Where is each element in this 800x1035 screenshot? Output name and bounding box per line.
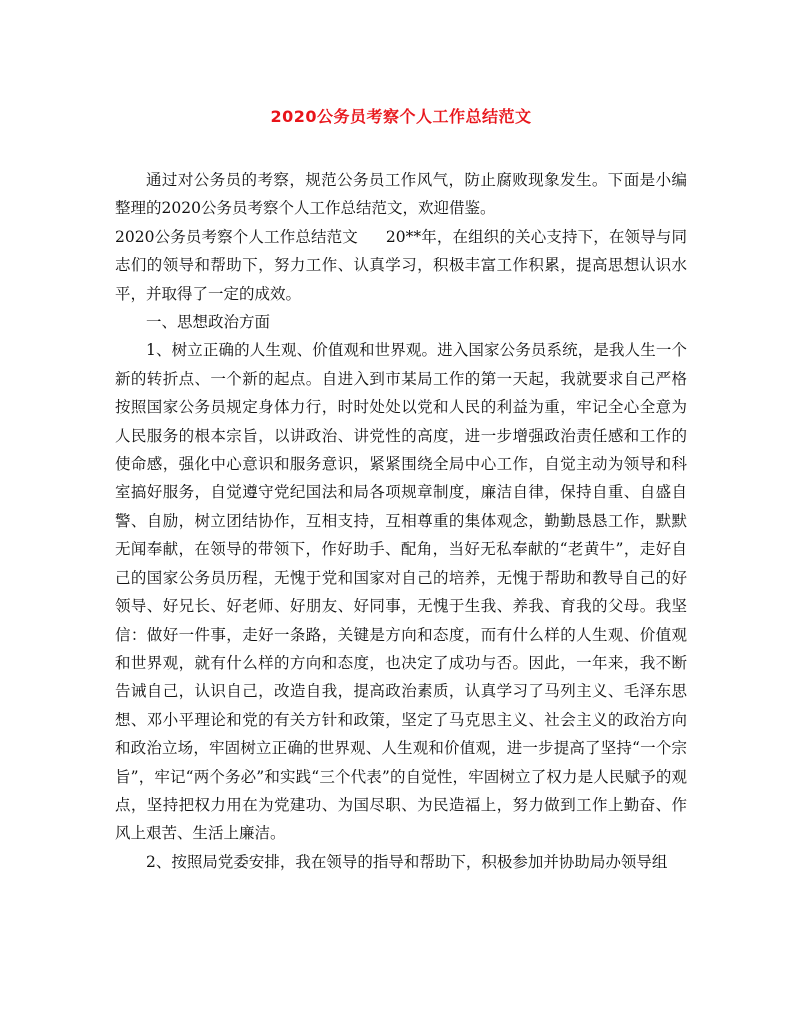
opening-paragraph [115,223,687,308]
section-heading: 一、思想政治方面 [146,313,271,332]
document-title: 2020公务员考察个人工作总结范文 [270,107,532,126]
item-2-paragraph: 2、按照局党委安排，我在领导的指导和帮助下，积极参加并协助局办领导组 [146,852,668,871]
intro-paragraph: 通过对公务员的考察，规范公务员工作风气，防止腐败现象发生。下面是小编整理的2020公务员考察个人工作总结范文，欢迎借鉴。 [115,171,687,218]
item-1-paragraph: 1、树立正确的人生观、价值观和世界观。进入国家公务员系统，是我人生一个新的转折点、一个新的起点。自进入到市某局工作的第一天起，我就要求自己严格按照国家公务员规定身体力行，时时处处以党和人民的利益为重，牢记全心全意为人民服务的根本宗旨，以讲政治、讲党性的高度，进一步增强政治责任感和工作的使命感，强化中心意识和服务意识，紧紧围绕全局中心工作，自觉主动为领导和科室搞好服务，自觉遵守党纪国法和局各项规章制度，廉洁自律，保持自重、自盛自警、自励，树立团结协作，互相支持，互相尊重的集体观念，勤勤恳恳工作，默默无闻奉献，在领导的带领下，作好助手、配角，当好无私奉献的“老黄牛”，走好自己的国家公务员历程，无愧于党和国家对自己的培养，无愧于帮助和教导自己的好领导、好兄长、好老师、好朋友、好同事，无愧于生我、养我、育我的父母。我坚信：做好一件事，走好一条路，关键是方向和态度，而有什么样的人生观、价值观和世界观，就有什么样的方向和态度，也决定了成功与否。因此，一年来，我不断告诫自己，认识自己，改造自我，提高政治素质，认真学习了马列主义、毛泽东思想、邓小平理论和党的有关方针和政策，坚定了马克思主义、社会主义的政治方向和政治立场，牢固树立正确的世界观、人生观和价值观，进一步提高了坚持“一个宗旨”，牢记“两个务必”和实践“三个代表”的自觉性，牢固树立了权力是人民赋予的观点，坚持把权力用在为党建功、为国尽职、为民造福上，努力做到工作上勤奋、作风上艰苦、生活上廉洁。 [115,341,687,843]
opening-year: 20**年， [385,227,453,246]
subtitle-text: 2020公务员考察个人工作总结范文 [115,227,358,246]
document-body [115,166,687,876]
opening-text: 在组织的关心支持下，在领导与同志们的领导和帮助下，努力工作、认真学习，积极丰富工作积累，提高思想认识水平，并取得了一定的成效。 [115,227,687,303]
